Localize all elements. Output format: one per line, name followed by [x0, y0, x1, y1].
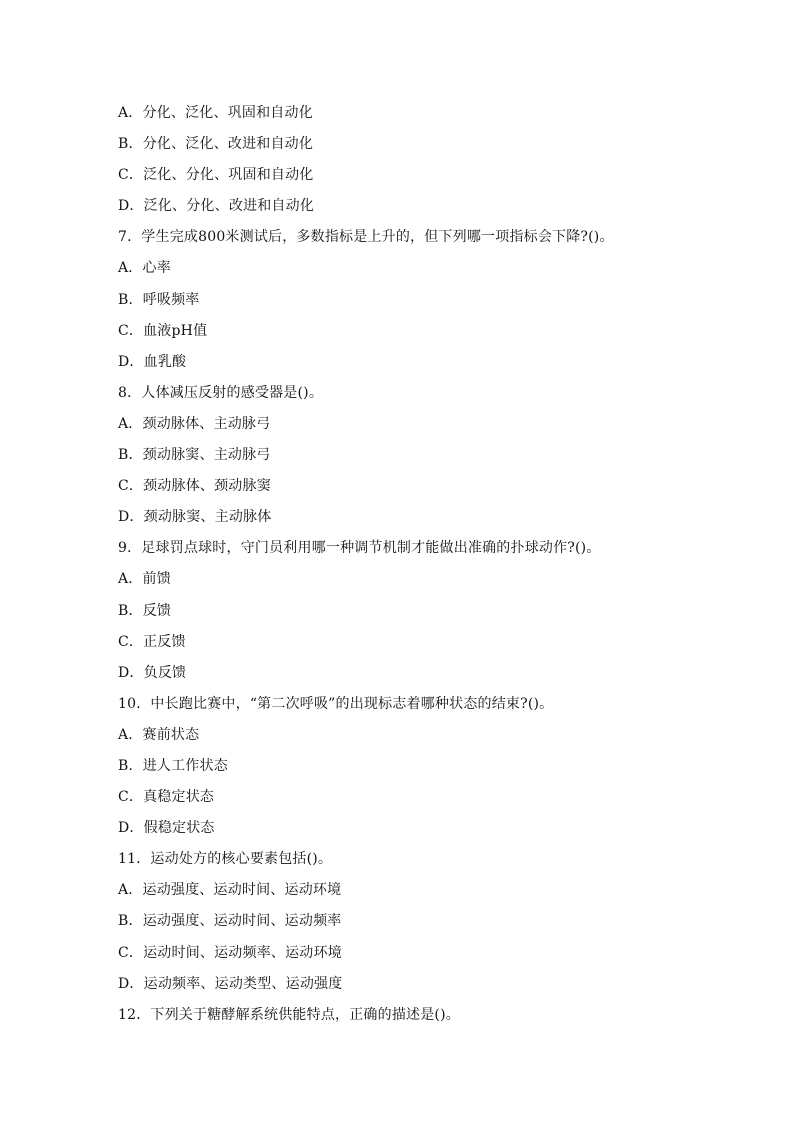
option-c: C．血液pH值 — [118, 322, 208, 339]
option-b: B．进人工作状态 — [118, 757, 228, 774]
option-c: C．运动时间、运动频率、运动环境 — [118, 944, 342, 961]
option-c: C．真稳定状态 — [118, 789, 215, 806]
option-b: B．呼吸频率 — [118, 291, 200, 308]
option-d: D．颈动脉窦、主动脉体 — [118, 509, 272, 526]
option-d: D．负反馈 — [118, 664, 187, 681]
option-d: D．假稳定状态 — [118, 820, 215, 837]
option-b: B．运动强度、运动时间、运动频率 — [118, 913, 342, 930]
option-a: A．颈动脉体、主动脉弓 — [118, 415, 271, 432]
option-c: C．正反馈 — [118, 633, 186, 650]
option-b: B．分化、泛化、改进和自动化 — [118, 136, 314, 153]
option-a: A．前馈 — [118, 571, 171, 588]
question-8: 8．人体减压反射的感受器是()。 — [118, 384, 324, 401]
option-d: D．泛化、分化、改进和自动化 — [118, 198, 315, 215]
option-a: A．赛前状态 — [118, 726, 200, 743]
question-11: 11．运动处方的核心要素包括()。 — [118, 851, 333, 868]
question-10: 10．中长跑比赛中，“第二次呼吸”的出现标志着哪种状态的结束?()。 — [118, 695, 554, 712]
question-12: 12．下列关于糖酵解系统供能特点，正确的描述是()。 — [118, 1006, 460, 1023]
option-d: D．血乳酸 — [118, 353, 187, 370]
question-9: 9．足球罚点球时，守门员利用哪一种调节机制才能做出准确的扑球动作?()。 — [118, 540, 601, 557]
option-d: D．运动频率、运动类型、运动强度 — [118, 975, 343, 992]
question-list — [118, 101, 738, 1034]
option-a: A．心率 — [118, 260, 171, 277]
option-a: A．运动强度、运动时间、运动环境 — [118, 882, 342, 899]
option-c: C．泛化、分化、巩固和自动化 — [118, 167, 314, 184]
option-a: A．分化、泛化、巩固和自动化 — [118, 105, 313, 121]
option-b: B．颈动脉窦、主动脉弓 — [118, 447, 271, 464]
option-c: C．颈动脉体、颈动脉窦 — [118, 478, 271, 495]
question-7: 7．学生完成800米测试后，多数指标是上升的，但下列哪一项指标会下降?()。 — [118, 229, 614, 246]
option-b: B．反馈 — [118, 602, 172, 619]
